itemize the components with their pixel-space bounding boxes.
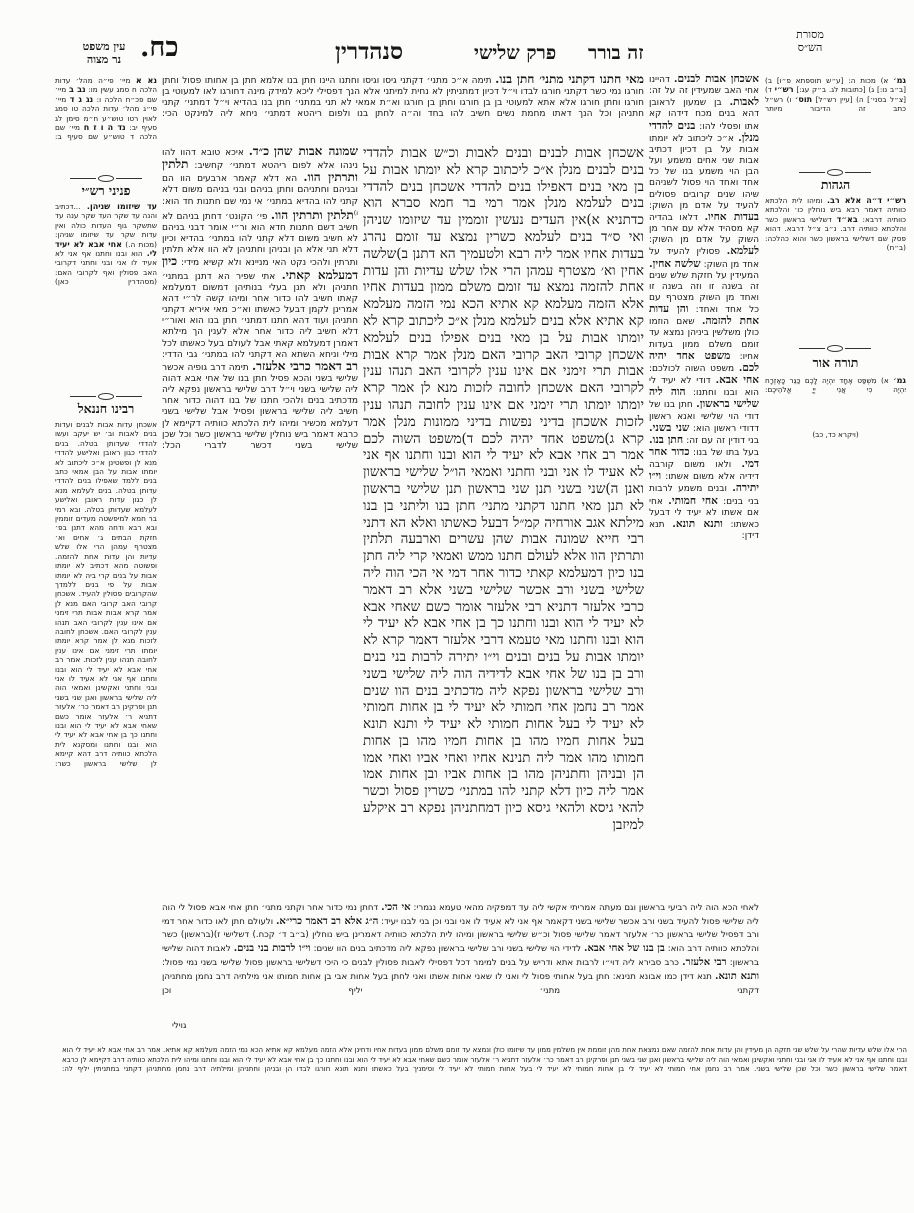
rashi-bottom-block: לאחי הכא הוה ליה רביעי בראשון וגם מעתה אמריתי אקשי ליה עד דמפקיה מהאי טעמא נגמרי: אי הכי. דחתן נמי כדור אחר וקתני מתני׳ חתן אחי אבא פסול לי הוה ליה שלישי פסול להעיד בשני ורב אכשר שלישי בשני דקאמר אף אני לא אעיד לו אני ובני וכן בני לבנו יעיד: ה״ג אלא רב דאמר כרי״א. ולעולם חתן לאו כדור אחר דמי ורב דפסיל שלישי בראשון כר׳ אלעזר דאמר שלישי פסול וכ״ש שלישי בראשון ומיהו לית הלכתא כוותיה דאמרינן ביש נוחלין (ב״ב ד׳ קכח.) דשלישי ז)(בראשון) כשר והלכתא כוותיה דרב הוא: בן בנו של אחי אבא. לדידי הוי שלישי בשני ורב שלישי בראשון נפקא ליה מדכתיב בנים הוו שנים: וי״ו לרבות בני בנים. לאבות דהוה שלישי בראשון: רבי אלעזר. כרב סבירא ליה דוי״ו לרבות אתא ודריש על בנים למימר דכל דפסילי לאבות פסולין לבנים כי היכי דשלישי בראשון פסול שלישי בשני נמי פסול: ותנא תונא. תנא דידן כמו אבונא תנינא: חתן בעל אחותי פסול לי ואני לו שאני אחות אשתו ואני לחתן בעל אחות אבי בן אחות חמותו אני מילתיה דרב נחמן מחתניהן דקתני מתני׳ יליף וכן bbox=[162, 902, 759, 996]
ein-mishpat-header bbox=[76, 40, 132, 66]
torah-or-text bbox=[765, 376, 906, 428]
ein-mishpat-line2: נר מצוה bbox=[86, 53, 122, 66]
chapter-name: זה בורר bbox=[588, 42, 644, 64]
torah-or-title: תורה אור bbox=[812, 355, 859, 370]
masechet-title: סנהדרין bbox=[335, 38, 404, 65]
catchword: גוילי bbox=[172, 1021, 187, 1031]
masoret-header-line2: הש״ס bbox=[797, 41, 823, 54]
masoret-header bbox=[782, 28, 838, 54]
rashi-column: אשכחן אבות לבנים. דהיינו אחי האב שמעידין זה על זה: לאבות. בן שמעון לראובן דהא בנים מכח דידהו קא אתו ופסלי להו: בנים להדדי מנלן. א״כ ליכתוב לא יומתו אבות על בן דכיון דכתיב אבות שני אחים משמע ועל הבן הוי משמע בנו של כל אחד ואחד הוי פסול לשניהם שיהו שנים קרובים פסולים להעיד על אדם מן השוק: בעדות אחיו. דלאו בהדיה קא מסהיד אלא עם אחר מן השוק על אדם מן השוק: לעלמא. פסולין להעיד על אחד מן השוק: שלשה אחין. המעידין על חזקת שלש שנים זה בשנה זו וזה בשנה זו ואחד מן השוק מצטרף עם כל אחד ואחד: והן עדות אחת להזמה. שאם הוזמו כולן משלשין ביניהן נמצא עד זומם משלם ממון בעדות אחיו: משפט אחד יהיה לכם. משפט השוה לכולכם: אחי אבא. דודי לא יעיד לי הוא ובנו וחתנו: הוה ליה שלישי בראשון. חתן בנו של דודי הוי שלישי ואנא ראשון דדודי ראשון הוא: שני בשני. בני דודין זה עם זה: חתן בנו. בעל בתו של בנו: כדור אחר דמי. ולאו משום קורבה דידיה אלא משום אשתו: וי״ו יתירה. ובנים משמע לרבות בני בנים: אחי חמותי. אחי אם אשתו לא יעיד לי דבעל כאשתו: ותנא תונא. תנא דידן: bbox=[649, 74, 759, 542]
perek-number: פרק שלישי bbox=[474, 42, 557, 64]
masoret-hashas-notes: גמ׳ א) מכות ה: [ע״ש תוספתא פ״ו] ב) [ב״ב נו:] ג) [כתובות לג. ב״ק עג:] רש״י ד) [צ״ל בסני׳] ה) [עיין רש״ל] תוס׳ ו) רש״ל כתב זה הדיבור מיותר bbox=[765, 76, 906, 114]
torah-or-lead: גמ׳ bbox=[893, 376, 906, 385]
daf-number: כח. bbox=[140, 32, 179, 63]
peninei-rashi-text: עד שיזומו שניהן. ...דכתיב והנה עד שקר העד שקר ענה עד שתשקר גוף העדות כולה ואין עדות שקר עד שיזומו שניהן: (מכות ה.) אחי אבא לא יעיד לי. הוא ובנו וחתנו אף אני לא אעיד לו אני ובני וחתני דקרובי האב פסולין ואף לקרובי האם: (מסהדרין כאן) bbox=[55, 202, 157, 287]
gemara-text: אשכחן אבות לבנים ובנים לאבות וכ״ש אבות להדדי בנים לבנים מנלן א״כ ליכתוב קרא לא יומתו אבות על בן מאי בנים דאפילו בנים להדדי אשכחן בנים להדדי בנים לעלמא מנלן אמר רמי בר חמא סברא הוא כדתניא א)אין העדים נעשין זוממין עד שיזומו שניהן ואי ס״ד בנים לעלמא כשרין נמצא עד זומם נהרג בעדות אחיו אמר ליה רבא ולטעמיך הא דתנן ב)שלשה אחין וא׳ מצטרף עמהן הרי אלו שלש עדיות והן עדות אחת להזמה נמצא עד זומם משלם ממון בעדות אחיו אלא הזמה מעלמא קא אתיא הכא נמי הזמה מעלמא קא אתיא אלא בנים לעלמא מנלן א״כ ליכתוב קרא לא יומתו אבות על בן מאי בנים אפילו בנים לעלמא אשכחן קרובי האב קרובי האם מנלן אמר קרא אבות אבות תרי זימני אם אינו ענין לקרובי האב תנהו ענין לקרובי האם אשכחן לחובה לזכות מנא לן אמר קרא יומתו יומתו תרי זימני אם אינו ענין לחובה תנהו ענין לזכות אשכחן בדיני נפשות בדיני ממונות מנלן אמר קרא ג)משפט אחד יהיה לכם ד)משפט השוה לכם אמר רב אחי אבא לא יעיד לי הוא ובנו וחתנו אף אני לא אעיד לו אני ובני וחתני ואמאי הו״ל שלישי בראשון ואנן ה)שני בשני תנן שני בראשון תנן שלישי בראשון לא תנן מאי חתנו דקתני מתני׳ חתן בנו וליתני בן בנו מילתא אגב אורחיה קמ״ל דבעל כאשתו ואלא הא דתני רבי חייא שמונה אבות שהן עשרים וארבעה תלתין ותרתין הוו אלא לעולם חתנו ממש ואמאי קרי ליה חתן בנו כיון דמעלמא קאתי כדור אחר דמי אי הכי הוה ליה שלישי בשני ורב אכשר שלישי בשני אלא רב דאמר כרבי אלעזר דתניא רבי אלעזר אומר כשם שאחי אבא לא יעיד לי הוא ובנו וחתנו כך בן אחי אבא לא יעיד לי הוא ובנו וחתנו מאי טעמא דרבי אלעזר דאמר קרא לא יומתו אבות על בנים ובנים וי״ו יתירה לרבות בני בנים ורב בן בנו של אחי אבא לדידיה הוה ליה שלישי בשני ורב שלישי בראשון נפקא ליה מדכתיב בנים הוו שנים אמר רב נחמן אחי חמותי לא יעיד לי בן אחות חמותי לא יעיד לי בעל אחות חמותי לא יעיד לי ותנא תונא בעל אחות חמיו מהו בן אחות חמיו מהו בן אחות חמותו מהו אמר ליה תנינא אחיו ואחי אביו ואחי אמו הן ובניהן וחתניהן מהו בן אחות אביו ובן אחות אמו אמר ליה כיון דלא קתני להו במתני׳ כשרין פסול וכשר להאי גיסא ולהאי גיסא כיון דמחתניהן נפקא רב איקלע למיזבן bbox=[363, 145, 644, 833]
masoret-header-line1: מסורת bbox=[796, 28, 824, 41]
tosafot-top-strip: מאי חתנו דקתני מתני׳ חתן בנו. תימה א״כ מתני׳ דקתני גיסו וגיסו וחתנו היינו חתן בנו אלמא חתן בן אחותו פסול וחתן חורגו נמי כשר דקתני חורגו לבדו וי״ל דכיון דמתניתין לא נחית למיתני אלא הנך דפסילי ליכא למידק מינה דחורגו לאו למעוטי בן חורגו וחתן חורגו אלא אתא למעוטי בן בן חורגו וחתן בן חורגו וא״ת אמאי לא תני במתני׳ חתן בנו בהדיא וי״ל דמתני׳ קתני חתניהן וכל הנך דאתו מחמת נשים חשיב להו בחד וה״ה לחתן בנו ולפום ריהטא דמתני׳ ניחא ליה למינקט הכי: bbox=[162, 74, 644, 120]
ornament-divider bbox=[795, 168, 875, 176]
peninei-rashi-title: פניני רש״י bbox=[81, 183, 131, 198]
ornament-divider bbox=[795, 344, 875, 352]
rabbeinu-chananel-text: אשכחן עדות אבות לבנים ועדות בנים לאבות וב׳ יש יעקב ועשו להדדי שעדותן בטלה. בנים להדדי כגון ראובן ואלישע להדדי מנא לן ופשטינן א״כ ליכתוב לא יומתו אבות על הבן אמאי כתב בנים ללמד שאפילו בנים להדדי עדותן בטלה. בנים לעלמא מנא לן כגון עדות ראובן ואלישע לעלמא שעדותן בטלה. ובא רמי בר חמא למיפשטה מעדים זוממין ובא רבא ודחה מהא דתנן בפ׳ חזקת הבתים ג׳ אחים וא׳ מצטרף עמהן הרי אלו שלש עדיות והן עדות אחת להזמה. ופשוטה מהא דכתיב לא יומתו אבות על בנים קרי ביה לא יומתו אבות על פי בנים ללמדך שהקרובים פסולין להעיד. אשכחן קרובי האב קרובי האם מנא לן אמר קרא אבות אבות תרי זימני אם אינו ענין לקרובי האב תנהו ענין לקרובי האם. אשכחן לחובה לזכות מנא לן אמר קרא יומתו יומתו תרי זימני אם אינו ענין לחובה תנהו ענין לזכות. אמר רב אחי אבא לא יעיד לי הוא ובנו וחתנו אף אני לא אעיד לו אני ובני וחתני ואקשינן ואמאי הוה ליה שלישי בראשון ואנן שני בשני תנן ופרקינן רב דאמר כר׳ אלעזר דתניא ר׳ אלעזר אומר כשם שאחי אבא לא יעיד לי הוא ובנו וחתנו כך בן אחי אבא לא יעיד לי הוא ובנו וחתנו ומסקנא לית הלכתא כוותיה דרב דהא קיימא לן שלישי בראשון כשר: bbox=[55, 420, 157, 768]
ein-mishpat-line1: עין משפט bbox=[82, 40, 126, 53]
ornament-divider bbox=[68, 174, 144, 182]
ein-mishpat-notes: נא א מיי׳ פי״ה מהל׳ עדות הלכה ח סמג עשין מו: נב ב מיי׳ שם פכ״ח הלכה ו: נג ג ד מיי׳ פי״ג מהל׳ עדות הלכה טו סמג לאוין רטו טוש״ע ח״מ סימן לג סעיף יב: נד ה ו ז ח מיי׳ שם הלכה ד טוש״ע שם סעיף ב: bbox=[55, 76, 157, 142]
rabbeinu-chananel-title: רבינו חננאל bbox=[77, 401, 135, 416]
bottom-continuation-block: הרי אלו שלש עדיות שהרי על שלש שני חזקה הן מעידין והן עדות אחת להזמה שאם נמצאת אחת מהן זוממת אין משלמין ממון עד שיזומו כולן ונמצא עד זומם משלם ממון בעדות אחיו ודחינן אלא הזמה מעלמא קא אתיא הכא נמי הזמה מעלמא קא אתיא. אמר רב אחי אבא לא יעיד לי הוא ובנו וחתנו אף אני לא אעיד לו אני ובני וחתני ואקשינן ואמאי הוה ליה שלישי בראשון ואנן שני בשני תנן ופרקינן רב דאמר כר׳ אלעזר דתניא ר׳ אלעזר אומר כשם שאחי אבא לא יעיד לי הוא ובנו וחתנו כך בן אחי אבא לא יעיד לי הוא ובנו וחתנו ומיהו לית הלכתא כוותיה דרב דקיימא לן כרבא דאמר שלישי בראשון כשר וכל שכן שלישי בשני. אמר רב נחמן אחי חמותי לא יעיד לי בן אחות חמותי לא יעיד לי בעל אחות חמותי לא יעיד לי וסימניך בעל כאשתו ותנא תונא חורגו לבדו הן ובניהן וחתניהן ומילתיה דרב נחמן מחתניהן דקתני במתניתין יליף לה: bbox=[62, 1046, 907, 1074]
ornament-divider bbox=[68, 392, 144, 400]
hagahot-text: רש״י ד״ה אלא רב. ומיהו לית הלכתא כוותיה דאמר רבא ביש נוחלין כו׳ והלכתא כוותיה דרבא: בא״ד דשלישי בראשון כשר והלכתא כוותיה דרב. נ״ב צ״ל דרבא. דהוא פסק שם דשלישי בראשון כשר והוא כהלכה: (ב״ח) bbox=[765, 196, 906, 253]
torah-or-ref: (ויקרא כד, כב) bbox=[812, 430, 859, 439]
torah-or-verse: א) מִשְׁפַּט אֶחָד יִהְיֶה לָכֶם כַּגֵּר כָּאֶזְרָח יִהְיֶה כִּי אֲנִי יְיָ אֱלֹהֵיכֶם: bbox=[765, 376, 906, 395]
hagahot-title: הגהות bbox=[820, 177, 851, 192]
tosafot-column: שמונה אבות שהן כ״ד. איכא טובא דהוו להו נינהו אלא לפום ריהטא דמתני׳ קחשיב: תלתין ותרתין הוו. הא דלא קאמר ארבעים הוו הם ובניהם וחתניהם וחתן בניהם ובני בניהם משום דלא קתני להו בהדיא במתני׳ אי נמי שם חתנות חד הוא: $^{ו)}$תלתין ותרתין הוו. פי׳ הקונט׳ דחתן בניהם לא חשיב דשם חתנות חדא הוא ור״י אומר דבני בניהם לא חשיב משום דלא קתני להו במתני׳ בהדיא וכיון דלא תני אלא הן ובניהן וחתניהן לא הוו אלא תלתין ותרתין ולהכי נקט האי מניינא ולא קשיא מידי: כיון דמעלמא קאתי. אתי שפיר הא דתנן במתני׳ חתניהן ולא תנן בעלי בנותיהן דמשום דמעלמא קאתו חשיב להו כדור אחר ומיהו קשה לר״י דהא אמרינן לקמן דבעל כאשתו וא״כ מאי איריא דקתני חתניהן ועוד דהא חתנו דמתני׳ חתן בנו הוא ואור״י דלא חשיב ליה כדור אחר אלא לענין הך מילתא דאמרן דמעלמא קאתי אבל לעולם בעל כאשתו לכל מילי וניחא השתא הא דקתני להו במתני׳ גבי הדדי: רב דאמר כרבי אלעזר. תימה דרב גופיה אכשר שלישי בשני והכא פסיל חתן בנו של אחי אבא דהוה ליה שלישי בשני וי״ל דרב שלישי בראשון נפקא ליה מדכתיב בנים ולהכי חתנו של בנו דהוה כדור אחר חשיב ליה שלישי בראשון ופסיל אבל שלישי בשני דעלמא מכשיר ומיהו לית הלכתא כוותיה דקיימא לן כרבא דאמר ביש נוחלין שלישי בראשון כשר וכל שכן שלישי בשני דכשר לדברי הכל: bbox=[162, 146, 358, 451]
